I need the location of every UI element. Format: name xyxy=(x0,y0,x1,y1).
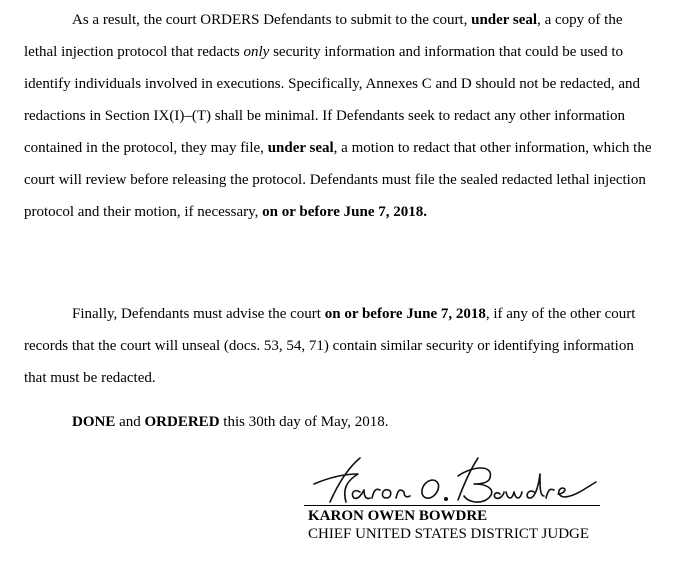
text-run: , if any of the other court records that the court will unseal (docs. 53, 54, 71) contain similar security or identifying information that must be redacted. xyxy=(24,306,636,386)
emphasis-under-seal: under seal xyxy=(471,12,538,28)
emphasis-under-seal: under seal xyxy=(267,140,334,156)
text-run: security information and information that could be used to identify individuals involved in executions. Specifically, Annexes C and D should not be redacted, and redactions in Section IX(I)–(T) shall be minimal. If Defendants seek to redact any other information contained in the protocol, they may file, xyxy=(24,44,640,156)
judge-title: CHIEF UNITED STATES DISTRICT JUDGE xyxy=(308,526,590,542)
deadline-date: on or before June 7, 2018. xyxy=(262,204,427,220)
done-label: DONE xyxy=(72,414,116,430)
done-and-ordered-line xyxy=(72,406,389,438)
judge-name: KARON OWEN BOWDRE xyxy=(308,508,488,524)
emphasis-only: only xyxy=(243,44,270,60)
text-run: and xyxy=(115,414,145,430)
text-run: As a result, the court ORDERS Defendants to submit to the court, xyxy=(72,12,472,28)
paragraph-advise-court xyxy=(24,298,656,394)
text-run: this 30th day of May, 2018. xyxy=(219,414,389,430)
text-run: , a copy of the lethal injection protocol that redacts xyxy=(24,12,623,60)
text-run: , a motion to redact that other information, which the court will review before releasing the protocol. Defendants must file the sealed redacted lethal injection protocol and their motion, if necessary, xyxy=(24,140,652,220)
text-run: Finally, Defendants must advise the court xyxy=(72,306,325,322)
paragraph-order-protocol xyxy=(24,4,656,228)
ordered-label: ORDERED xyxy=(144,414,220,430)
deadline-date: on or before June 7, 2018 xyxy=(324,306,486,322)
